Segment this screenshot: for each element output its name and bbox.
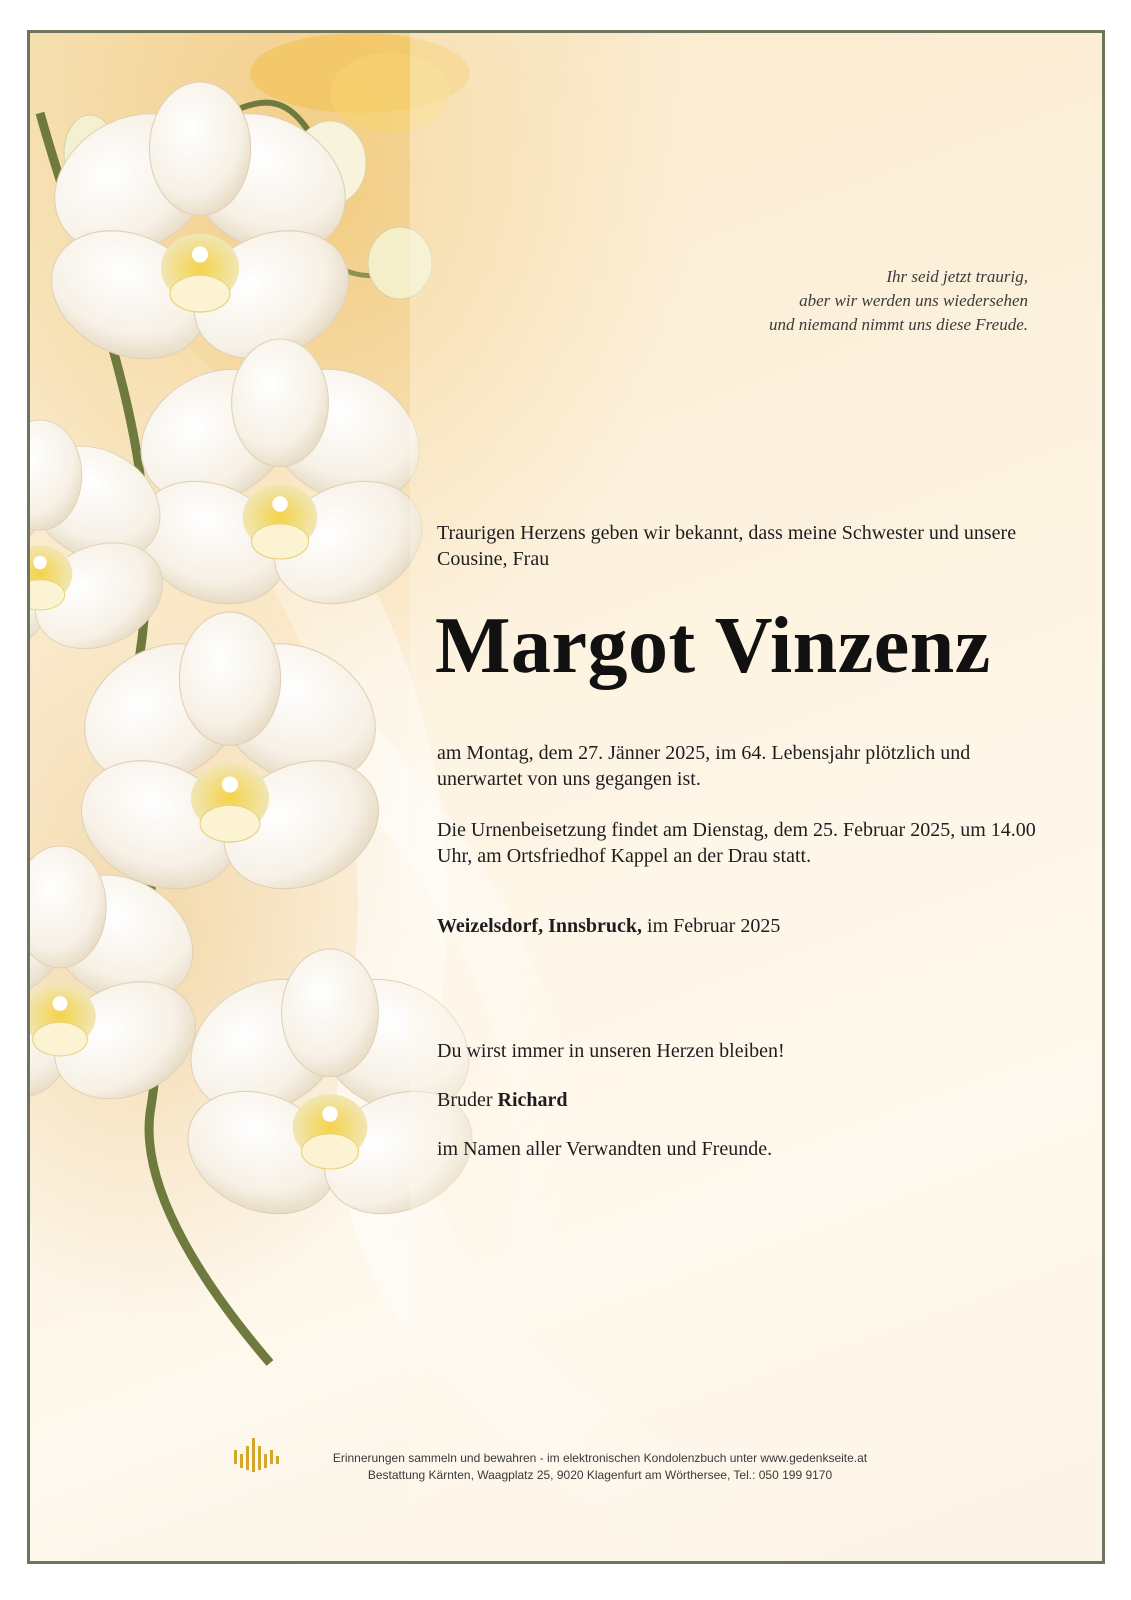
burial-details: Die Urnenbeisetzung findet am Dienstag, dem 25. Februar 2025, um 14.00 Uhr, am Ortsfriedhof Kappel an der Drau statt. — [437, 819, 1036, 867]
footer-line-condolence: Erinnerungen sammeln und bewahren - im elektronischen Kondolenzbuch unter www.gedenkseite.at — [332, 1451, 868, 1465]
quote-line: und niemand nimmt uns diese Freude. — [768, 315, 1028, 334]
deceased-name: Margot Vinzenz — [435, 602, 991, 690]
obituary-frame — [27, 30, 1105, 1564]
memorial-quote — [648, 265, 1028, 337]
quote-line: Ihr seid jetzt traurig, — [886, 267, 1028, 286]
place-and-date — [437, 915, 780, 938]
announcement-intro: Traurigen Herzens geben wir bekannt, dass meine Schwester und unsere Cousine, Frau — [437, 522, 1017, 570]
bestattung-logo-icon — [232, 1436, 282, 1476]
passing-statement: am Montag, dem 27. Jänner 2025, im 64. Lebensjahr plötzlich und unerwartet von uns gegangen ist. — [437, 742, 971, 790]
footer-info — [290, 1450, 910, 1484]
mourner-name: Richard — [497, 1089, 568, 1111]
quote-line: aber wir werden uns wiedersehen — [799, 291, 1028, 310]
orchid-artwork — [30, 33, 1105, 1564]
closing-line: im Namen aller Verwandten und Freunde. — [437, 1138, 773, 1160]
mourner-line — [437, 1089, 568, 1112]
announcement-date: im Februar 2025 — [647, 915, 781, 937]
footer-line-contact: Bestattung Kärnten, Waagplatz 25, 9020 Klagenfurt am Wörthersee, Tel.: 050 199 9170 — [367, 1468, 833, 1482]
farewell-line: Du wirst immer in unseren Herzen bleiben! — [437, 1040, 785, 1062]
mourner-relation: Bruder — [437, 1089, 493, 1111]
place-names: Weizelsdorf, Innsbruck, — [437, 915, 643, 937]
